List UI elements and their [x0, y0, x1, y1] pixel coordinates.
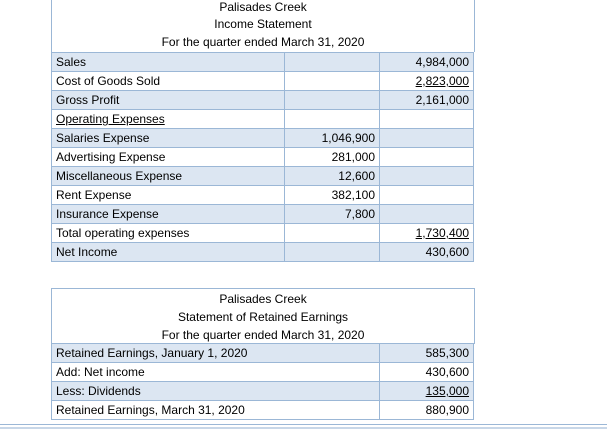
line-item-label: Miscellaneous Expense: [52, 167, 285, 186]
line-item-label: Rent Expense: [52, 186, 285, 205]
table-row: [52, 167, 474, 186]
table-row: [52, 224, 474, 243]
table-row: [52, 243, 474, 262]
total-cell: 2,823,000: [380, 72, 474, 91]
total-cell: [380, 186, 474, 205]
table-row: [52, 205, 474, 224]
total-cell: 430,600: [380, 363, 474, 382]
line-item-label: Retained Earnings, March 31, 2020: [52, 401, 380, 420]
amount-cell: [285, 110, 380, 129]
line-item-label: Gross Profit: [52, 91, 285, 110]
total-cell: 880,900: [380, 401, 474, 420]
table-row: [52, 72, 474, 91]
total-cell: [380, 148, 474, 167]
amount-cell: 281,000: [285, 148, 380, 167]
line-item-label: Less: Dividends: [52, 382, 380, 401]
amount-cell: 1,046,900: [285, 129, 380, 148]
statement-period: For the quarter ended March 31, 2020: [161, 35, 365, 49]
line-item-label: Advertising Expense: [52, 148, 285, 167]
table-row: [52, 363, 474, 382]
table-row: [52, 129, 474, 148]
table-row: [52, 186, 474, 205]
table-row: [52, 344, 474, 363]
line-item-label: Insurance Expense: [52, 205, 285, 224]
line-item-label: Retained Earnings, January 1, 2020: [52, 344, 380, 363]
amount-cell: [285, 91, 380, 110]
total-cell: [380, 129, 474, 148]
total-cell: [380, 167, 474, 186]
amount-cell: 7,800: [285, 205, 380, 224]
total-cell: [380, 110, 474, 129]
retained-earnings-header: [51, 288, 475, 344]
company-name: Palisades Creek: [219, 0, 307, 14]
statement-title: Income Statement: [214, 17, 312, 31]
income-statement-table: [51, 52, 474, 262]
amount-cell: [285, 53, 380, 72]
total-cell: 585,300: [380, 344, 474, 363]
line-item-label: Salaries Expense: [52, 129, 285, 148]
total-cell: [380, 205, 474, 224]
amount-cell: [285, 243, 380, 262]
table-row: [52, 110, 474, 129]
line-item-label: Cost of Goods Sold: [52, 72, 285, 91]
line-item-label: Add: Net income: [52, 363, 380, 382]
total-cell: 430,600: [380, 243, 474, 262]
total-cell: 2,161,000: [380, 91, 474, 110]
amount-cell: 12,600: [285, 167, 380, 186]
statement-title: Statement of Retained Earnings: [177, 310, 349, 324]
total-cell: 135,000: [380, 382, 474, 401]
table-row: [52, 382, 474, 401]
line-item-label: Total operating expenses: [52, 224, 285, 243]
company-name: Palisades Creek: [219, 292, 307, 306]
table-row: [52, 91, 474, 110]
table-row: [52, 401, 474, 420]
amount-cell: [285, 72, 380, 91]
line-item-label: Operating Expenses: [52, 110, 285, 129]
income-statement-header: [51, 0, 475, 52]
retained-earnings-table: [51, 343, 474, 420]
divider: [0, 424, 607, 425]
line-item-label: Net Income: [52, 243, 285, 262]
table-row: [52, 53, 474, 72]
line-item-label: Sales: [52, 53, 285, 72]
total-cell: 1,730,400: [380, 224, 474, 243]
statement-period: For the quarter ended March 31, 2020: [161, 328, 365, 342]
total-cell: 4,984,000: [380, 53, 474, 72]
amount-cell: 382,100: [285, 186, 380, 205]
amount-cell: [285, 224, 380, 243]
table-row: [52, 148, 474, 167]
